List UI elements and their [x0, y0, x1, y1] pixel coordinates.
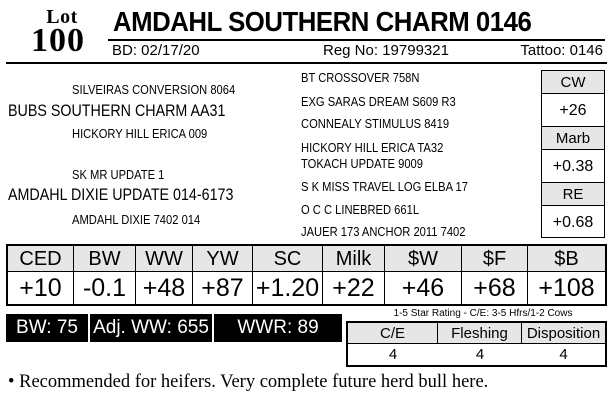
epd-bw	[74, 246, 136, 304]
sire-sire: SILVEIRAS CONVERSION 8064	[72, 82, 236, 97]
epd-dollar-f	[462, 246, 528, 304]
epd-label: Milk	[323, 246, 384, 272]
epd-ced	[8, 246, 74, 304]
epd-ww	[136, 246, 193, 304]
rating-header-ce: C/E	[348, 323, 438, 344]
epd-label: YW	[193, 246, 252, 272]
epd-value: +48	[142, 274, 186, 302]
epd-dollar-b	[528, 246, 605, 304]
marb-value: +0.38	[552, 158, 594, 175]
cw-label: CW	[542, 70, 604, 94]
epd-value: +22	[332, 274, 375, 302]
epd-table	[6, 244, 607, 306]
dam-dam: AMDAHL DIXIE 7402 014	[72, 212, 201, 227]
sire: BUBS SOUTHERN CHARM AA31	[8, 101, 226, 120]
sire-sire-sire: BT CROSSOVER 758N	[301, 70, 420, 85]
cw-value: +26	[559, 102, 587, 119]
re-label: RE	[542, 182, 604, 206]
epd-value: +68	[473, 274, 516, 302]
marb-label: Marb	[542, 126, 604, 150]
dam-sire-dam: S K MISS TRAVEL LOG ELBA 17	[301, 179, 468, 194]
rating-value-disposition: 4	[559, 346, 568, 363]
sire-sire-dam: EXG SARAS DREAM S609 R3	[301, 94, 456, 109]
sire-dam: HICKORY HILL ERICA 009	[72, 126, 208, 141]
sire-dam-sire: CONNEALY STIMULUS 8419	[301, 116, 450, 131]
adjusted-weaning-weight-box: Adj. WW: 655	[90, 314, 212, 342]
re-value: +0.68	[552, 214, 594, 231]
carcass-epd-box	[541, 70, 605, 238]
epd-value: +1.20	[255, 274, 320, 302]
rating-note: 1-5 Star Rating - C/E: 3-5 Hfrs/1-2 Cows	[393, 308, 573, 319]
dam: AMDAHL DIXIE UPDATE 014-6173	[8, 185, 234, 204]
epd-milk	[323, 246, 385, 304]
rating-table	[346, 321, 607, 367]
epd-label: WW	[136, 246, 192, 272]
rating-header-disposition: Disposition	[522, 323, 605, 344]
epd-yw	[193, 246, 253, 304]
comment: • Recommended for heifers. Very complete future herd bull here.	[8, 372, 489, 392]
weaning-weight-ratio-box: WWR: 89	[214, 314, 342, 342]
lot-number: 100	[31, 22, 85, 59]
tattoo: Tattoo: 0146	[520, 42, 603, 59]
epd-value: +108	[538, 274, 595, 302]
lot-label: Lot	[46, 6, 78, 28]
epd-value: +87	[201, 274, 244, 302]
header-divider	[6, 62, 607, 64]
sire-dam-dam: HICKORY HILL ERICA TA32	[301, 140, 444, 155]
animal-name: AMDAHL SOUTHERN CHARM 0146	[113, 6, 532, 37]
registration-number: Reg No: 19799321	[323, 42, 449, 59]
rating-value-ce: 4	[388, 346, 398, 363]
dam-sire-sire: TOKACH UPDATE 9009	[301, 156, 423, 171]
title-divider	[108, 39, 605, 41]
rating-value-fleshing: 4	[475, 346, 485, 363]
epd-value: +10	[19, 274, 62, 302]
birth-date: BD: 02/17/20	[112, 42, 200, 59]
epd-label: $W	[385, 246, 461, 272]
dam-dam-dam: JAUER 173 ANCHOR 2011 7402	[301, 224, 466, 239]
epd-dollar-w	[385, 246, 462, 304]
epd-sc	[253, 246, 323, 304]
epd-label: $B	[528, 246, 605, 272]
birth-weight-box: BW: 75	[6, 314, 88, 342]
dam-sire: SK MR UPDATE 1	[72, 167, 165, 182]
epd-value: +46	[401, 274, 445, 302]
epd-label: BW	[74, 246, 135, 272]
epd-label: SC	[253, 246, 322, 272]
epd-value: -0.1	[82, 274, 127, 302]
epd-label: CED	[8, 246, 73, 272]
dam-dam-sire: O C C LINEBRED 661L	[301, 202, 420, 217]
rating-header-fleshing: Fleshing	[438, 323, 522, 344]
epd-label: $F	[462, 246, 527, 272]
